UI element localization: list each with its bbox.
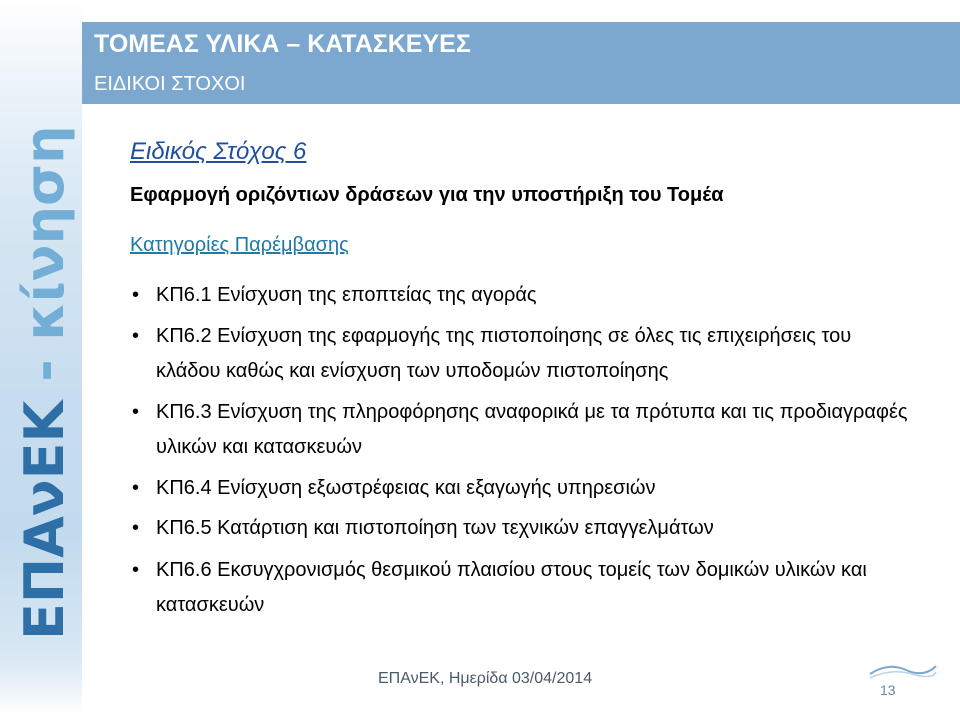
side-logo-secondary: - κίνηση: [13, 125, 76, 401]
corner-decoration: [868, 660, 938, 682]
list-item: • ΚΠ6.5 Κατάρτιση και πιστοποίηση των τεχνικών επαγγελμάτων: [130, 511, 920, 546]
list-item: • ΚΠ6.1 Ενίσχυση της εποπτείας της αγοράς: [130, 278, 920, 313]
list-item: • ΚΠ6.4 Ενίσχυση εξωστρέφειας και εξαγωγής υπηρεσιών: [130, 471, 920, 506]
list-item: • ΚΠ6.6 Εκσυγχρονισμός θεσμικού πλαισίου στους τομείς των δομικών υλικών και κατασκευών: [130, 553, 920, 623]
side-logo-primary: ΕΠΑνΕΚ: [13, 400, 76, 640]
header-title: ΤΟΜΕΑΣ ΥΛΙΚΑ – ΚΑΤΑΣΚΕΥΕΣ: [94, 30, 471, 58]
goal-title[interactable]: Ειδικός Στόχος 6: [130, 138, 307, 165]
footer-text: ΕΠΑνΕΚ, Ημερίδα 03/04/2014: [378, 670, 593, 687]
intervention-list: [130, 278, 920, 623]
side-logo: [14, 20, 76, 640]
header-bar: [82, 22, 960, 104]
list-item: • ΚΠ6.2 Ενίσχυση της εφαρμογής της πιστοποίησης σε όλες τις επιχειρήσεις του κλάδου καθώς και ενίσχυση των υποδομών πιστοποίησης: [130, 319, 920, 389]
header-subtitle: ΕΙΔΙΚΟΙ ΣΤΟΧΟΙ: [94, 73, 246, 95]
categories-title[interactable]: Κατηγορίες Παρέμβασης: [130, 234, 349, 256]
list-item: • ΚΠ6.3 Ενίσχυση της πληροφόρησης αναφορικά με τα πρότυπα και τις προδιαγραφές υλικών και κατασκευών: [130, 395, 920, 465]
goal-description: Εφαρμογή οριζόντιων δράσεων για την υποστήριξη του Τομέα: [130, 184, 724, 206]
page-number: 13: [880, 682, 896, 698]
